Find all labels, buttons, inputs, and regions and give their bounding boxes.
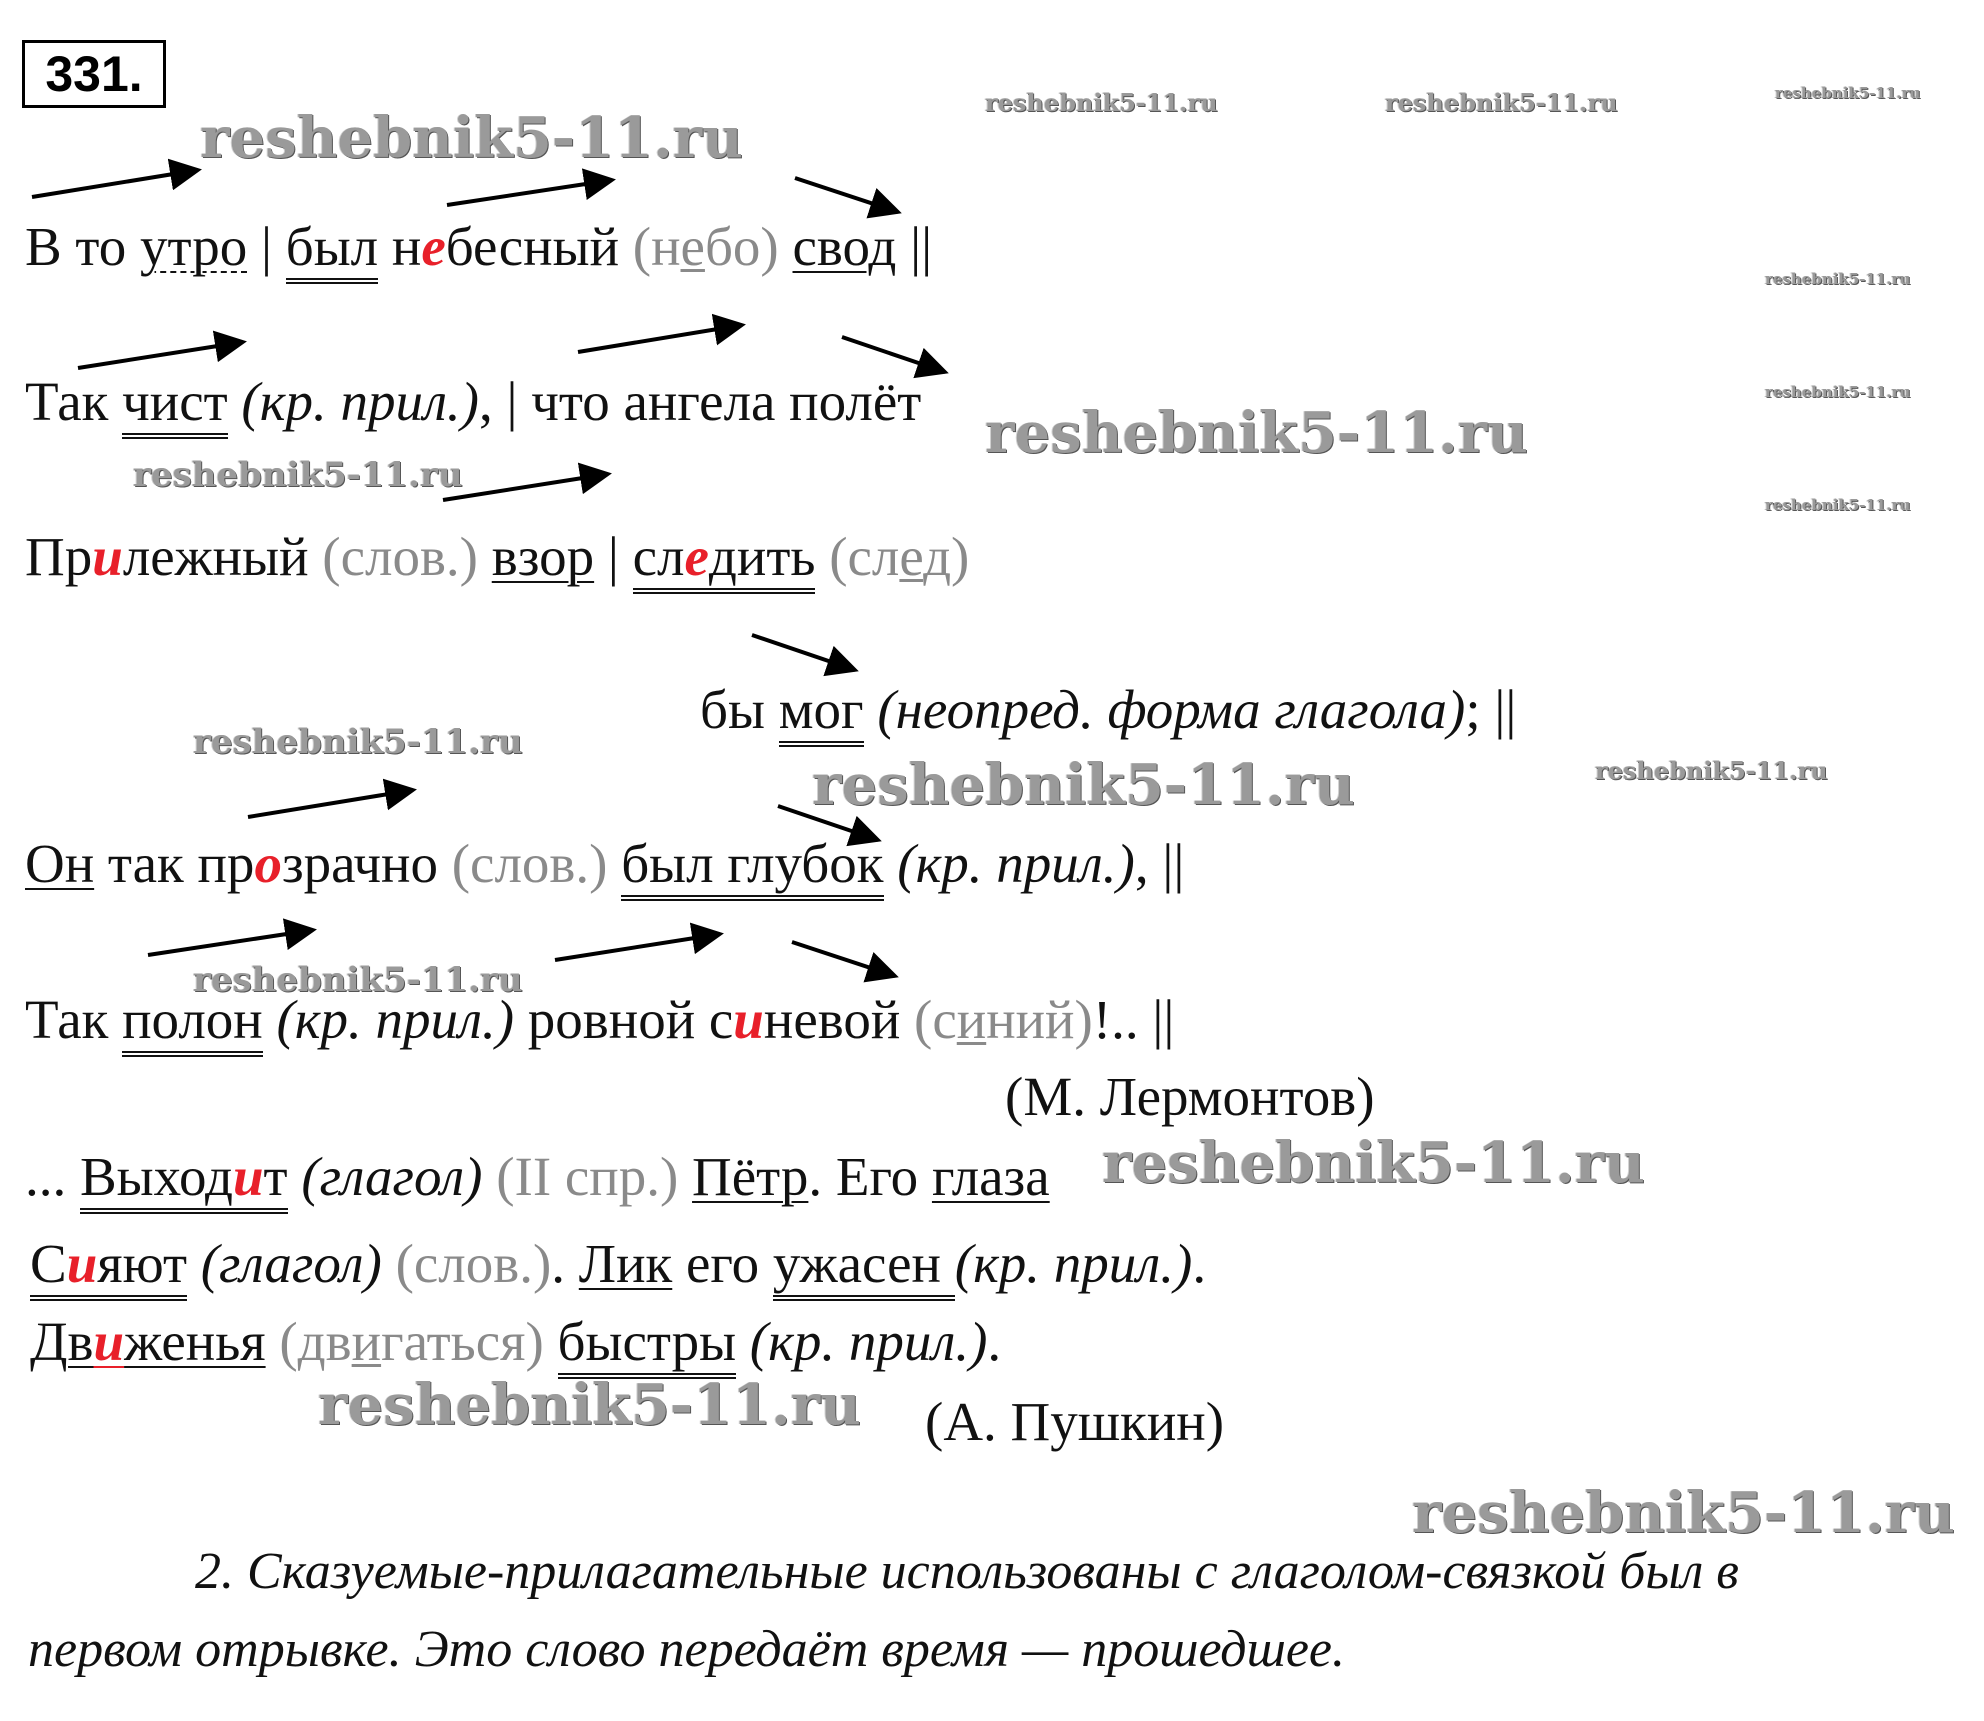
poem2-line3: Движенья (двигаться) быстры (кр. прил.). (30, 1310, 1001, 1374)
arrow (32, 170, 198, 197)
watermark: reshebnik5-11.ru (193, 960, 523, 1000)
arrow (555, 934, 720, 960)
answer-line2: первом отрывке. Это слово передаёт время — прошедшее. (28, 1621, 1346, 1678)
poem1-line6: Так полон (кр. прил.) ровной синевой (синий)!.. || (25, 988, 1174, 1052)
watermark: reshebnik5-11.ru (1412, 1480, 1955, 1546)
arrow (792, 942, 895, 976)
predicate-byl: был (286, 216, 378, 284)
arrow (78, 342, 243, 368)
arrow (795, 178, 898, 212)
predicate-polon: полон (122, 989, 263, 1057)
watermark: reshebnik5-11.ru (1775, 84, 1921, 102)
subject-vzor: взор (491, 526, 595, 587)
adverbial-utro: утро (140, 216, 248, 277)
subject-dvizhenya-1: Дв (30, 1311, 94, 1372)
poem1-line1: В то утро | был небесный (небо) свод || (25, 215, 932, 279)
arrow (752, 635, 855, 670)
subject-glaza: глаза (931, 1146, 1050, 1207)
predicate-sledit-2: дить (709, 526, 816, 594)
poem1-line5: Он так прозрачно (слов.) был глубок (кр. прил.), || (25, 832, 1184, 896)
watermark: reshebnik5-11.ru (812, 752, 1355, 818)
predicate-byl-glubok: был глубок (621, 833, 883, 901)
poem1-author: (М. Лермонтов) (1005, 1066, 1375, 1127)
poem1-line2: Так чист (кр. прил.), | что ангела полёт (25, 370, 921, 434)
watermark: reshebnik5-11.ru (318, 1372, 861, 1438)
watermark: reshebnik5-11.ru (133, 455, 463, 495)
arrow (148, 930, 313, 955)
predicate-vyhodit-1: Выход (80, 1146, 233, 1214)
arrow (842, 337, 945, 372)
subject-dvizhenya-2: женья (124, 1311, 266, 1372)
arrow (248, 790, 413, 817)
arrow (443, 474, 608, 500)
predicate-bystry: быстры (558, 1311, 737, 1379)
watermark: reshebnik5-11.ru (985, 400, 1528, 466)
arrow (578, 325, 742, 352)
arrow (447, 180, 612, 205)
predicate-siyayut-1: С (30, 1233, 67, 1301)
poem1-line3: Прилежный (слов.) взор | следить (след) (25, 525, 969, 589)
watermark: reshebnik5-11.ru (193, 722, 523, 762)
predicate-sledit-1: сл (633, 526, 685, 594)
watermark: reshebnik5-11.ru (200, 105, 743, 171)
watermark: reshebnik5-11.ru (1765, 496, 1911, 514)
watermark: reshebnik5-11.ru (1765, 270, 1911, 288)
predicate-uzhasen: ужасен (773, 1233, 955, 1301)
watermark: reshebnik5-11.ru (985, 88, 1218, 117)
predicate-siyayut-2: яют (97, 1233, 187, 1301)
subject-on: Он (25, 833, 95, 894)
predicate-chist: чист (122, 371, 228, 439)
poem2-line1: ... Выходит (глагол) (II спр.) Пётр. Его глаза (25, 1145, 1050, 1209)
answer-line1: 2. Сказуемые-прилагательные использованы с глаголом-связкой был в (195, 1543, 1739, 1600)
poem2-author: (А. Пушкин) (925, 1391, 1225, 1452)
subject-svod: свод (792, 216, 897, 277)
watermark: reshebnik5-11.ru (1765, 383, 1911, 401)
watermark: reshebnik5-11.ru (1595, 756, 1828, 785)
poem1-line4: бы мог (неопред. форма глагола); || (700, 678, 1516, 742)
watermark: reshebnik5-11.ru (1385, 88, 1618, 117)
exercise-number: 331. (22, 40, 166, 108)
predicate-mog: мог (779, 679, 864, 747)
poem2-line2: Сияют (глагол) (слов.). Лик его ужасен (кр. прил.). (30, 1232, 1206, 1296)
watermark: reshebnik5-11.ru (1102, 1130, 1645, 1196)
subject-lik: Лик (578, 1233, 673, 1294)
subject-petr: Пётр (692, 1146, 809, 1207)
predicate-vyhodit-2: т (264, 1146, 288, 1214)
